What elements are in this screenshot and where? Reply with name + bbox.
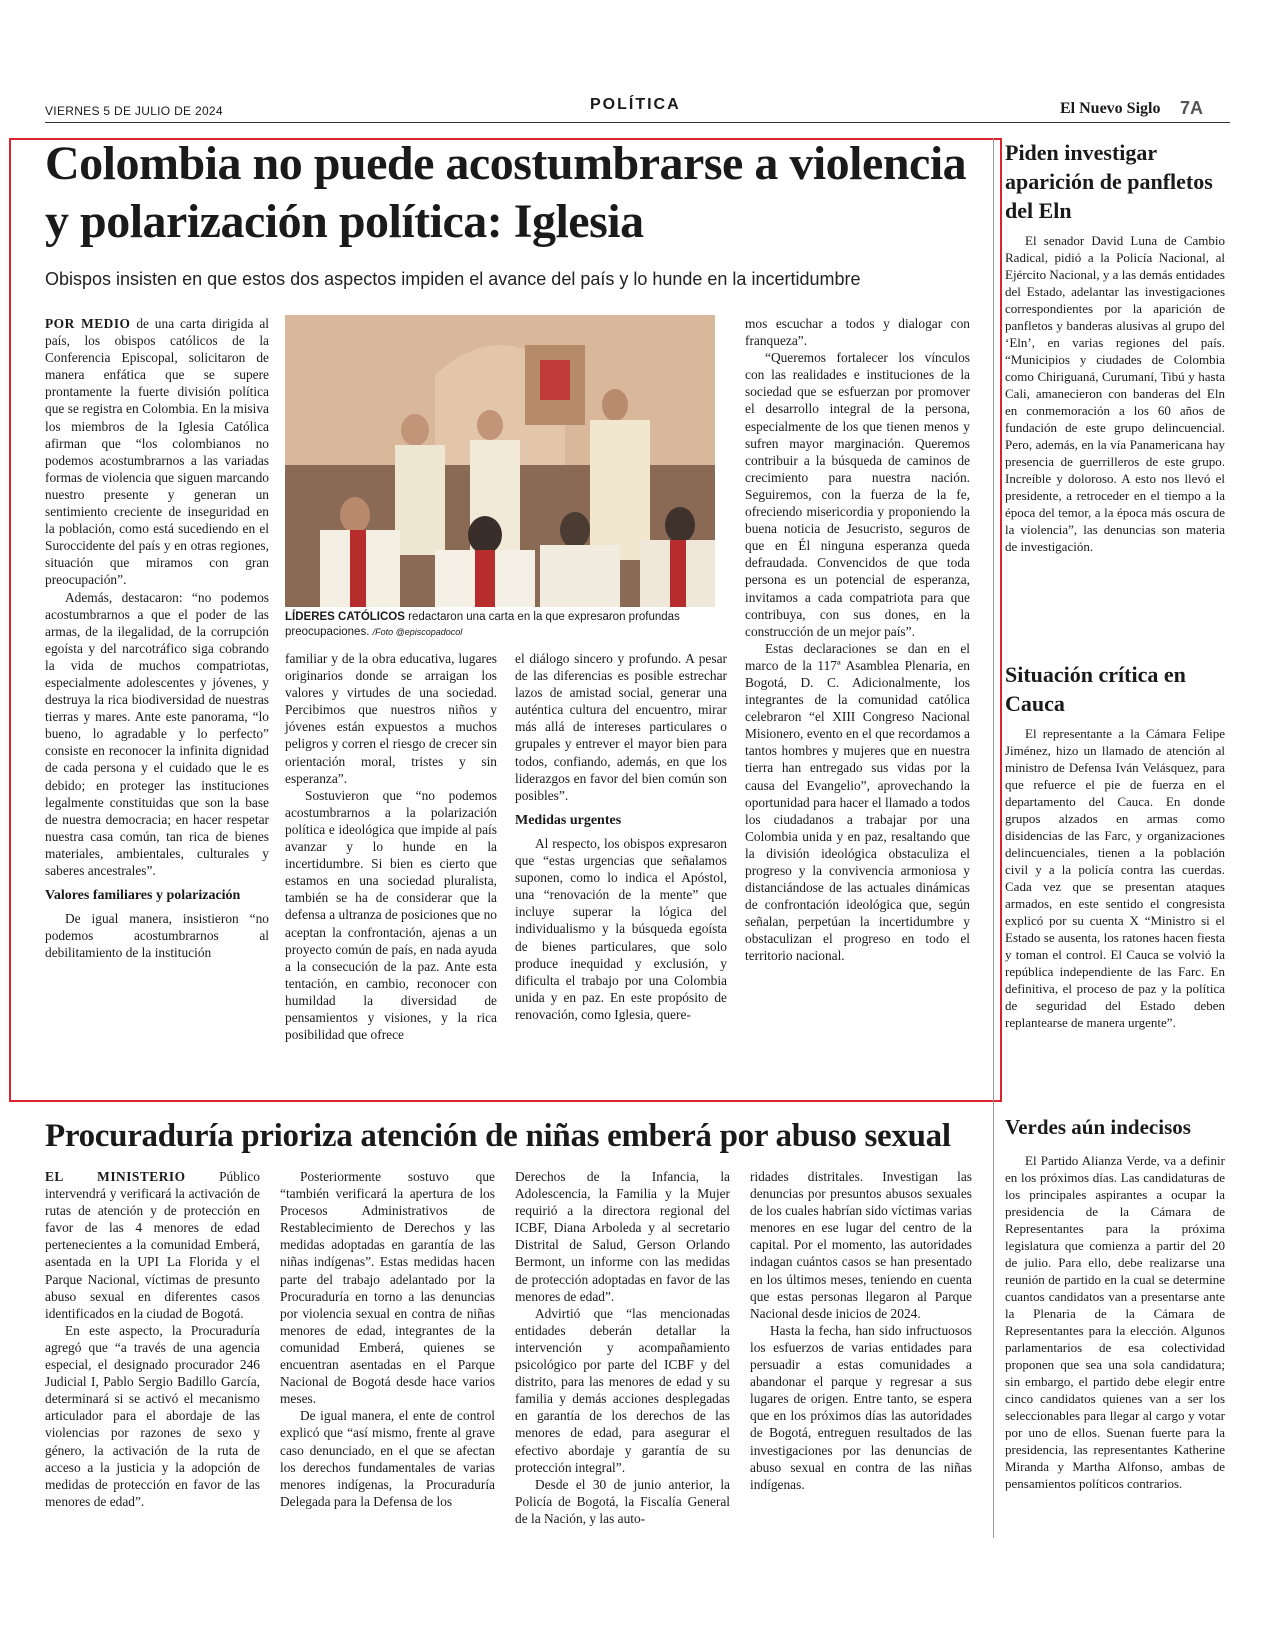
- second-column-4: [750, 1168, 972, 1493]
- second-headline: Procuraduría prioriza atención de niñas emberá por abuso sexual: [45, 1118, 951, 1154]
- main-column-3: [515, 650, 727, 1023]
- paragraph: Posteriormente sostuvo que “también verificará la apertura de los Procesos Administrativos de Restablecimiento de Derechos y las medidas adoptadas en garantía de las niñas indígenas”. Estas medidas hacen parte del trabajo adelantado por la Procuraduría en torno a las denuncias por violencia sexual en contra de niñas menores de edad, integrantes de la comunidad Emberá, quienes se encuentran asentadas en el Parque Nacional de Bogotá desde hace varios meses.: [280, 1169, 495, 1407]
- paragraph: Hasta la fecha, han sido infructuosos los esfuerzos de varias entidades para persuadir a estas comunidades a abandonar el parque y regresar a sus lugares de origen. Entre tanto, se espera que en los próximos días las autoridades de Bogotá, entreguen resultados de las investigaciones por las denuncias de abuso sexual en contra de las niñas indígenas.: [750, 1322, 972, 1492]
- main-headline: Colombia no puede acostumbrarse a violencia y polarización política: Iglesia: [45, 137, 967, 248]
- caption-text: redactaron una carta en la que expresaron profundas preocupaciones.: [285, 611, 680, 638]
- paragraph: ridades distritales. Investigan las denuncias por presuntos abusos sexuales de los cuales habrían sido víctimas varias menores en ese lugar del centro de la capital. Por el momento, las autoridades indagan cuántos casos se han presentado en los últimos meses, teniendo en cuenta que estas personas llegaron al Parque Nacional desde inicios de 2024.: [750, 1169, 972, 1321]
- second-column-1: [45, 1168, 260, 1510]
- sidebar-headline-3: Verdes aún indecisos: [1005, 1115, 1191, 1139]
- paragraph: de una carta dirigida al país, los obispos católicos de la Conferencia Episcopal, solicitaron de manera enfática que se supere prontamente la fuerte división política que se registra en Colombia. En la misiva los miembros de la Iglesia Católica afirman que “los colombianos no podemos acostumbrarnos a las variadas formas de violencia que siguen marcando nuestro presente y generan un sentimiento creciente de inseguridad en la población, como está sucediendo en el Suroccidente del país y en otras regiones, situación que miramos con gran preocupación”.: [45, 316, 269, 588]
- main-deck: Obispos insisten en que estos dos aspectos impiden el avance del país y lo hunde en la incertidumbre: [45, 269, 861, 289]
- paragraph: Desde el 30 de junio anterior, la Policía de Bogotá, la Fiscalía General de la Nación, y las auto-: [515, 1476, 730, 1526]
- paragraph: Además, destacaron: “no podemos acostumbrarnos a que el poder de las armas, de la ilegalidad, de la corrupción egoísta y del narcotráfico siga cobrando la vida de muchos compatriotas, especialmente adolescentes y jóvenes, y destruya la rica biodiversidad de nuestras tierras y mares. Ante este panorama, “lo bueno, lo agradable y lo perfecto” consiste en reconocer la infinita dignidad de cada persona y el cuidado que le es debido; en proteger las instituciones legalmente constituidas que son la base de nuestra democracia; en hacer respetar nuestra casa común, tan rica de bienes materiales, ambientales, culturales y saberes ancestrales”.: [45, 589, 269, 878]
- photo-bishops: [285, 315, 715, 607]
- second-column-3: [515, 1168, 730, 1527]
- issue-date: VIERNES 5 DE JULIO DE 2024: [45, 104, 223, 118]
- paragraph: El senador David Luna de Cambio Radical, pidió a la Policía Nacional, al Ejército Nacional, y a las demás entidades del Estado, adelantar las investigaciones correspondientes por la aparición de panfletos y banderas alusivas al grupo del ‘Eln’, en varias regiones del país. “Municipios y ciudades de Colombia como Chiriguaná, Curumaní, Tibú y hasta Cali, amanecieron con banderas del Eln en conmemoración a los 60 años de fundación de este grupo delincuencial. Pero, además, en la vía Panamericana hay presencia de guerrilleros de este grupo. Increíble y doloroso. A esto nos llevó el presidente, a retroceder en el tiempo a la época del temor, a la época más oscura de la violencia”, las denuncias son materia de investigación.: [1005, 233, 1225, 554]
- photo-credit: /Foto @episcopadocol: [372, 627, 463, 637]
- paragraph: Derechos de la Infancia, la Adolescencia, la Familia y la Mujer requirió a la directora regional del ICBF, Diana Arboleda y al secretario Distrital de Salud, Gerson Orlando Bermont, un informe con las medidas de protección adoptadas en favor de las menores de edad”.: [515, 1169, 730, 1304]
- column-divider: [993, 138, 994, 1538]
- paragraph: familiar y de la obra educativa, lugares originarios donde se arraigan los valores y virtudes de una sociedad. Percibimos que nuestros niños y jóvenes están expuestos a muchos peligros y corren el riesgo de crecer sin orientación moral, tristes y sin esperanza”.: [285, 651, 497, 786]
- subheading: Medidas urgentes: [515, 812, 622, 828]
- paragraph: El Partido Alianza Verde, va a definir en los próximos días. Las candidaturas de los principales aspirantes a ocupar la presidencia de la Cámara de Representantes para la próxima legislatura que comienza a partir del 20 de julio. Para ello, debe realizarse una reunión de partido en la cual se determine cuantos candidatos van a presentarse ante la Plenaria de la Cámara de Representantes para la elección. Algunos parlamentarios de esa colectividad proponen que sea una sola candidatura; sin embargo, el partido debe elegir entre cinco candidatos quienes van a ser los seleccionables para llegar al cargo y votar por uno de ellos. Suenan fuerte para la presidencia, las representantes Katherine Miranda y Martha Alfonso, ambas de pensamientos políticos contrarios.: [1005, 1153, 1225, 1491]
- subheading: Valores familiares y polarización: [45, 888, 241, 904]
- paragraph: El representante a la Cámara Felipe Jiménez, hizo un llamado de atención al ministro de Defensa Iván Velásquez, para que refuerce el pie de fuerza en el departamento del Cauca. En donde grupos alzados en armas como disidencias de las Farc, y organizaciones delincuenciales, tienen a la población civil y a la policía contra las cuerdas. Cada vez que se presentan ataques armados, en este sentido el congresista explicó por su cuenta X “Ministro si el Estado se ausenta, los ratones hacen fiesta y toman el control. El Cauca se volvió la república independiente de las Farc. En definitiva, el proceso de paz y la política de seguridad del Estado deben replantearse de manera urgente”.: [1005, 726, 1225, 1030]
- photo-caption: [285, 610, 715, 640]
- photo-illustration: [285, 315, 715, 607]
- paragraph: De igual manera, insistieron “no podemos acostumbrarnos al debilitamiento de la institución: [45, 911, 269, 961]
- paragraph: Advirtió que “las mencionadas entidades deberán detallar la intervención y acompañamiento psicológico por parte del ICBF y del distrito, para las menores de edad y su familia y demás acciones desplegadas en garantía de los derechos de las menores de edad, para asegurar el efectivo abordaje y garantía de su protección integral”.: [515, 1305, 730, 1475]
- sidebar-brief-1: [1005, 232, 1225, 555]
- paragraph: Al respecto, los obispos expresaron que “estas urgencias que señalamos suponen, como lo indica el Apóstol, una “renovación de la mente” que incluye superar la lógica del individualismo y la búsqueda egoísta de bienes particulares, que solo produce inequidad y exclusión, y dificulta el trabajo por una Colombia unida y en paz. En este propósito de renovación, como Iglesia, quere-: [515, 835, 727, 1022]
- main-column-1: [45, 315, 269, 961]
- sidebar-headline-2: Situación crítica en Cauca: [1005, 662, 1186, 716]
- sidebar-brief-3: [1005, 1152, 1225, 1492]
- page-number: 7A: [1180, 98, 1204, 118]
- caption-lead: LÍDERES CATÓLICOS: [285, 611, 405, 623]
- paragraph: Estas declaraciones se dan en el marco de la 117ª Asamblea Plenaria, en Bogotá, D. C. Adicionalmente, los integrantes de la comunidad católica celebraron “el XIII Congreso Nacional Misionero, evento en el que recordamos a tantos hombres y mujeres que en nuestra tierra han entregado sus vidas por la causa del Evangelio”, aprovechando la oportunidad para hacer el llamado a todos los ciudadanos a trabajar por una Colombia unida y en paz, resaltando que la división ideológica obstaculiza el progreso y la convivencia armoniosa y distanciándose de las actuales dinámicas de confrontación ideológica que, según señalan, perpetúan la incertidumbre y obstaculizan el progreso en todo el territorio nacional.: [745, 640, 970, 964]
- paragraph: En este aspecto, la Procuraduría agregó que “a través de una agencia especial, el designado procurador 246 Judicial I, Pablo Sergio Badillo García, determinará si se activó el mecanismo articulador para el abordaje de las violencias por razones de sexo y género, la activación de la ruta de acceso a la justicia y la adopción de medidas de protección en favor de las menores de edad”.: [45, 1322, 260, 1509]
- paragraph: mos escuchar a todos y dialogar con franqueza”.: [745, 316, 970, 349]
- paragraph: “Queremos fortalecer los vínculos con las realidades e instituciones de la sociedad que se esfuerzan por promover el desarrollo integral de la persona, especialmente de los que tienen menos y sufren mayor marginación. Queremos contribuir a la búsqueda de caminos de crecimiento para nuestra nación. Seguiremos, con la fuerza de la fe, ofreciendo misericordia y proponiendo la buena noticia de Jesucristo, seguros de que en Él ninguna esperanza queda defraudada. Convencidos de que toda persona es un potencial de esperanza, invitamos a cada compatriota para que contribuya, con sus dones, en la construcción de un mejor país”.: [745, 350, 970, 639]
- sidebar-brief-2: [1005, 725, 1225, 1031]
- section-title: POLÍTICA: [590, 96, 681, 113]
- second-column-2: [280, 1168, 495, 1510]
- paragraph: De igual manera, el ente de control explicó que “así mismo, frente al grave caso denunciado, en el que se afectan los derechos fundamentales de varias menores indígenas, la Procuraduría Delegada para la Defensa de los: [280, 1408, 495, 1509]
- lead-in: EL MINISTERIO: [45, 1169, 186, 1184]
- main-column-4: [745, 315, 970, 965]
- sidebar-headline-1: Piden investigar aparición de panfletos del Eln: [1005, 140, 1213, 223]
- header-rule: [45, 122, 1230, 123]
- paragraph: Sostuvieron que “no podemos acostumbrarnos a la polarización política e ideológica que impide al país avanzar y lo hunde en la incertidumbre. Si bien es cierto que estamos en una sociedad pluralista, también se ha de considerar que la defensa a ultranza de posiciones que no aceptan la confrontación, ajenas a un proyecto común de país, en nada ayuda a la consecución de la paz. Ante esta tentación, en cambio, reconocer con humildad la diversidad de pensamientos y visiones, y la rica posibilidad que ofrece: [285, 787, 497, 1043]
- newspaper-name: El Nuevo Siglo: [1060, 100, 1161, 117]
- main-column-2: [285, 650, 497, 1043]
- paragraph: Público intervendrá y verificará la activación de rutas de atención y de protección en favor de las 4 menores de edad pertenecientes a la comunidad Emberá, asentada en la UPI La Florida y el Parque Nacional, víctimas de presunto abuso sexual en diferentes casos identificados en la ciudad de Bogotá.: [45, 1169, 260, 1321]
- lead-in: POR MEDIO: [45, 316, 131, 331]
- paragraph: el diálogo sincero y profundo. A pesar de las diferencias es posible estrechar lazos de amistad social, generar una auténtica cultura del encuentro, mirar más allá de intereses particulares o grupales y entrever el mayor bien para todos, confiando, además, en que los liderazgos en favor del bien común son posibles”.: [515, 651, 727, 803]
